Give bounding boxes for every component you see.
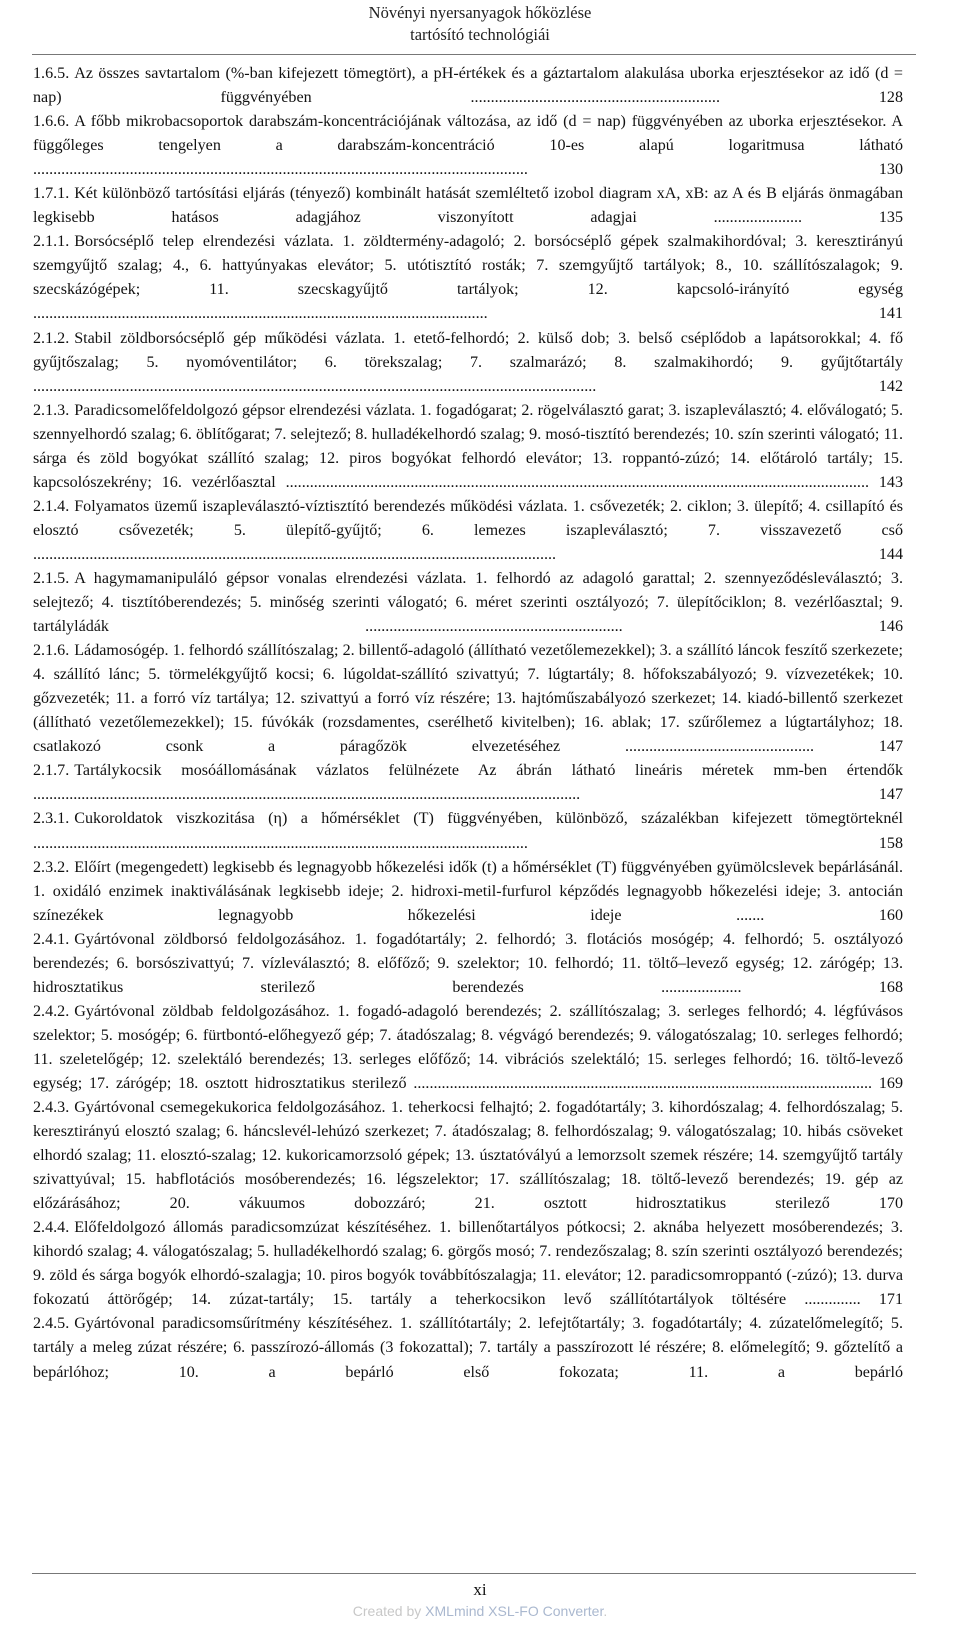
toc-entry[interactable]	[33, 807, 903, 855]
toc-entry[interactable]	[33, 110, 903, 182]
header-title-line2: tartósító technológiái	[410, 25, 550, 44]
toc-entry-leader: ............................................................................................................................................	[33, 377, 597, 395]
toc-entry-number: 2.4.2.	[33, 1002, 70, 1020]
toc-entry-leader: ..............................................................	[470, 89, 720, 107]
header-title-line1: Növényi nyersanyagok hőközlése	[368, 3, 592, 22]
toc-entry-title: A főbb mikrobacsoportok darabszám-koncentrációjának változása, az idő (d = nap) függvényében az uborka erjesztésekor. A függőleges tengelyen a darabszám-koncentráció 10-es alapú logaritmusa látható	[33, 113, 903, 155]
watermark-prefix: Created by	[352, 1603, 426, 1619]
toc-entry-title: Gyártóvonal zöldbab feldolgozásához. 1. fogadó-adagoló berendezés; 2. szállítószalag; 3. serleges felhordó; 4. légfúvásos szelektor; 5. mosógép; 6. fürtbontó-előhegyező gép; 7. átadószalag; 8. végvágó berendezés; 9. válogatószalag; 10. serleges felhordó; 11. szeletelőgép; 12. szelektáló berendezés; 13. serleges előfőző; 14. vibrációs szelektáló; 15. serleges felhordó; 16. töltő-levező egység; 17. zárógép; 18. osztott hidrosztatikus sterilező	[33, 1002, 903, 1092]
toc-entry-number: 2.1.1.	[33, 233, 70, 251]
toc-entry[interactable]	[33, 1000, 903, 1096]
toc-entry-page: 158	[878, 834, 903, 852]
header-divider	[32, 54, 916, 55]
toc-entry[interactable]	[33, 567, 903, 639]
toc-entry-page: 168	[878, 978, 903, 996]
toc-entry-number: 2.1.2.	[33, 329, 70, 347]
toc-entry-leader: ..................................................................................................................................	[33, 545, 557, 563]
toc-entry-page: 144	[878, 545, 903, 563]
toc-entry-leader: .................................................................................................................................................	[285, 473, 869, 491]
page-number: xi	[473, 1580, 487, 1599]
toc-entry-title: Folyamatos üzemű iszapleválasztó-víztisztító berendezés működési vázlata. 1. csővezeték; 2. ciklon; 3. ülepítő; 4. csillapító és elosztó csővezeték; 5. ülepítő-gyűjtő; 6. lemezes iszapleválasztó; 7. visszavezető cső	[33, 497, 903, 539]
toc-entry[interactable]	[33, 495, 903, 567]
toc-entry-page: 147	[878, 786, 903, 804]
toc-entry-number: 2.4.3.	[33, 1099, 70, 1117]
toc-entry-title: Két különböző tartósítási eljárás (tényező) kombinált hatását szemléltető izobol diagram xA, xB: az A és B eljárás önmagában legkisebb hatásos adagjához viszonyított adagjai	[33, 185, 903, 227]
toc-entry-page: 135	[878, 209, 903, 227]
toc-entry-leader: ......................	[713, 209, 803, 227]
toc-entry-title: Tartálykocsik mosóállomásának vázlatos felülnézete Az ábrán látható lineáris méretek mm-ben értendők	[74, 762, 903, 780]
toc-entry-number: 1.7.1.	[33, 185, 70, 203]
toc-entry-title: Az összes savtartalom (%-ban kifejezett tömegtört), a pH-értékek és a gáztartalom alakulása uborka erjesztésekor az idő (d = nap) függvényében	[33, 65, 903, 107]
toc-entry-page: 141	[878, 305, 903, 323]
toc-entry-page: 171	[878, 1291, 903, 1309]
toc-entry-leader: ...............................................	[624, 738, 815, 756]
toc-entry-page: 128	[878, 89, 903, 107]
toc-entry-title: Paradicsomelőfeldolgozó gépsor elrendezési vázlata. 1. fogadógarat; 2. rögelválasztó garat; 3. iszapleválasztó; 4. előválogató; 5. szennyelhordó szalag; 6. öblítőgarat; 7. selejtező; 8. hulladékelhordó szalag; 9. mosó-tisztító berendezés; 10. szín szerinti válogató; 11. sárga és zöld bogyókat szállító szalag; 12. piros bogyókat felhordó elevátor; 13. roppantó-zúzó; 14. előtároló tartály; 15. kapcsolószekrény; 16. vezérlőasztal	[33, 401, 903, 491]
toc-entry-title: Gyártóvonal paradicsomsűrítmény készítéséhez. 1. szállítótartály; 2. lefejtőtartály; 3. fogadótartály; 4. zúzatelőmelegítő; 5. tartály a meleg zúzat részére; 6. passzírozó-állomás (3 fokozattal); 7. tartály a passzírozott lé részére; 8. előmelegítő; 9. gőztelítő a bepárlóhoz; 10. a bepárló első fokozata; 11. a bepárló	[33, 1315, 903, 1381]
toc-entry[interactable]	[33, 639, 903, 759]
toc-entry-page: 143	[878, 473, 904, 491]
toc-entry-number: 2.3.1.	[33, 810, 70, 828]
toc-entry-leader: ...........................................................................................................................	[33, 834, 528, 852]
toc-entry-leader: ........................................................................................................................................	[33, 786, 581, 804]
toc-entry-title: A hagymamanipuláló gépsor vonalas elrendezési vázlata. 1. felhordó az adagoló garattal; 2. szennyeződésleválasztó; 3. selejtező; 4. tisztítóberendezés; 5. minőség szerinti válogató; 6. méret szerinti osztályozó; 7. ülepítőciklon; 8. vezérlőasztal; 9. tartályládák	[33, 569, 903, 636]
toc-entry-leader: ..............	[804, 1291, 861, 1309]
toc-entry-page: 169	[878, 1074, 904, 1092]
toc-entry[interactable]	[33, 399, 903, 495]
toc-entry-title: Ládamosógép. 1. felhordó szállítószalag; 2. billentő-adagoló (állítható vezetőlemezekkel); 3. a szállító láncok feszítő szerkezete; 4. szállító lánc; 5. törmelékgyűjtő kocsi; 6. lúgoldat-szállító szivattyú; 7. lúgtartály; 8. hőfokszabályozó; 9. vízvezetékek; 10. gőzvezeték; 11. a forró víz tartálya; 12. szivattyú a forró víz részére; 13. hajtóműszabályozó szerkezet; 14. kiadó-billentő szerkezet (állítható vezetőlemezekkel); 15. fúvókák (rozsdamentes, cserélhető kivitelben); 16. ablak; 17. szűrőlemez a lúgtartályhoz; 18. csatlakozó csonk a páragőzök elvezetéséhez	[33, 642, 903, 756]
toc-entry-number: 2.1.7.	[33, 762, 70, 780]
toc-entry-number: 1.6.5.	[33, 65, 70, 82]
running-header	[0, 0, 960, 46]
toc-entry-page: 130	[878, 161, 903, 179]
watermark-suffix: .	[603, 1603, 608, 1619]
toc-entry-leader: ..................................................................................................................	[413, 1074, 873, 1092]
toc-entry-number: 2.1.4.	[33, 497, 70, 515]
toc-entry-page: 142	[878, 377, 903, 395]
toc-entry-title: Stabil zöldborsócséplő gép működési vázlata. 1. etető-felhordó; 2. külső dob; 3. belső cséplődob a lapátsorokkal; 4. fő gyűjtőszalag; 5. nyomóventilátor; 6. törekszalag; 7. szalmarázó; 8. szalmakihordó; 9. gyűjtőtartály	[33, 329, 903, 371]
watermark-brand: XMLmind XSL-FO Converter	[425, 1603, 604, 1619]
toc-entry-title: Gyártóvonal csemegekukorica feldolgozásához. 1. teherkocsi felhajtó; 2. fogadótartály; 3. kihordószalag; 4. felhordószalag; 5. keresztirányú elosztó szalag; 6. háncslevél-lehúzó szerkezet; 7. átadószalag; 8. felhordószalag; 9. válogatószalag; 10. hibás csöveket elhordó szalag; 11. elosztó-szalag; 12. kukoricamorzsoló gépek; 13. úsztatóvályú a lemorzsolt szemek részére; 14. szemgyűjtő tartály szivattyúval; 15. habflotációs mosóberendezés; 16. légszelektor; 17. szállítószalag; 18. töltő-levező berendezés; 19. gép az előzárásához; 20. vákuumos dobozzáró; 21. osztott hidrosztatikus sterilező	[33, 1099, 903, 1213]
toc-entry-title: Borsócséplő telep elrendezési vázlata. 1. zöldtermény-adagoló; 2. borsócséplő gépek szalmakihordóval; 3. keresztirányú szemgyűjtő szalag; 4., 6. hattyúnyakas elevátor; 5. utótisztító rosták; 7. szemgyűjtő tartályok; 8., 10. szállítószalagok; 9. szecskázógépek; 11. szecskagyűjtő tartályok; 12. kapcsoló-irányító egység	[33, 233, 903, 299]
toc-entry-number: 2.1.6.	[33, 642, 70, 660]
footer-divider	[32, 1573, 916, 1574]
toc-entry-number: 2.4.4.	[33, 1219, 70, 1237]
toc-entry-number: 2.4.5.	[33, 1315, 70, 1333]
list-of-figures	[33, 62, 903, 1385]
toc-entry[interactable]	[33, 1312, 903, 1384]
toc-entry-leader: ...........................................................................................................................	[33, 161, 528, 179]
toc-entry-leader: ................................................................	[365, 618, 623, 636]
toc-entry-number: 2.1.3.	[33, 401, 70, 419]
toc-entry-number: 2.3.2.	[33, 858, 70, 876]
toc-entry[interactable]	[33, 230, 903, 326]
toc-entry[interactable]	[33, 182, 903, 230]
toc-entry-number: 1.6.6.	[33, 113, 70, 131]
toc-entry[interactable]	[33, 928, 903, 1000]
toc-entry-number: 2.4.1.	[33, 930, 70, 948]
toc-entry-leader: .......	[736, 906, 765, 924]
toc-entry-title: Gyártóvonal zöldborsó feldolgozásához. 1. fogadótartály; 2. felhordó; 3. flotációs mosógép; 4. felhordó; 5. osztályozó berendezés; 6. borsószivattyú; 7. vízleválasztó; 8. előfőző; 9. szelektor; 10. felhordó; 11. töltő–levező egység; 12. zárógép; 13. hidrosztatikus sterilező berendezés	[33, 930, 903, 996]
converter-watermark	[0, 1601, 960, 1621]
toc-entry[interactable]	[33, 1096, 903, 1216]
toc-entry[interactable]	[33, 327, 903, 399]
toc-entry[interactable]	[33, 1216, 903, 1312]
toc-entry-page: 147	[878, 738, 903, 756]
toc-entry-number: 2.1.5.	[33, 569, 70, 587]
toc-entry-page: 160	[878, 906, 903, 924]
toc-entry-title: Előírt (megengedett) legkisebb és legnagyobb hőkezelési idők (t) a hőmérséklet (T) függvényében gyümölcslevek bepárlásánál. 1. oxidáló enzimek inaktiválásának legkisebb ideje; 2. hidroxi-metil-furfurol képződés legnagyobb hőkezelési ideje; 3. antocián színezékek legnagyobb hőkezelési ideje	[33, 858, 903, 924]
toc-entry-leader: ....................	[661, 978, 742, 996]
toc-entry-title: Cukoroldatok viszkozitása (η) a hőmérséklet (T) függvényében, különböző, százalékban kifejezett tömegtörteknél	[74, 810, 903, 828]
toc-entry-page: 170	[878, 1195, 903, 1213]
toc-entry-leader: .................................................................................................................	[33, 305, 488, 323]
toc-entry[interactable]	[33, 62, 903, 110]
toc-entry[interactable]	[33, 856, 903, 928]
toc-entry[interactable]	[33, 759, 903, 807]
toc-entry-page: 146	[878, 618, 903, 636]
toc-entry-title: Előfeldolgozó állomás paradicsomzúzat készítéséhez. 1. billenőtartályos pótkocsi; 2. aknába helyezett mosóberendezés; 3. kihordó szalag; 4. válogatószalag; 5. hulladékelhordó szalag; 6. görgős mosó; 7. rendezőszalag; 8. szín szerinti osztályozó berendezés; 9. zöld és sárga bogyók elhordó-szalagja; 10. piros bogyók továbbítószalagja; 11. elevátor; 12. paradicsomroppantó (-zúzó); 13. durva fokozatú áttörőgép; 14. zúzat-tartály; 15. tartály a teherkocsikon levő szállítótartályok töltésére	[33, 1219, 903, 1309]
